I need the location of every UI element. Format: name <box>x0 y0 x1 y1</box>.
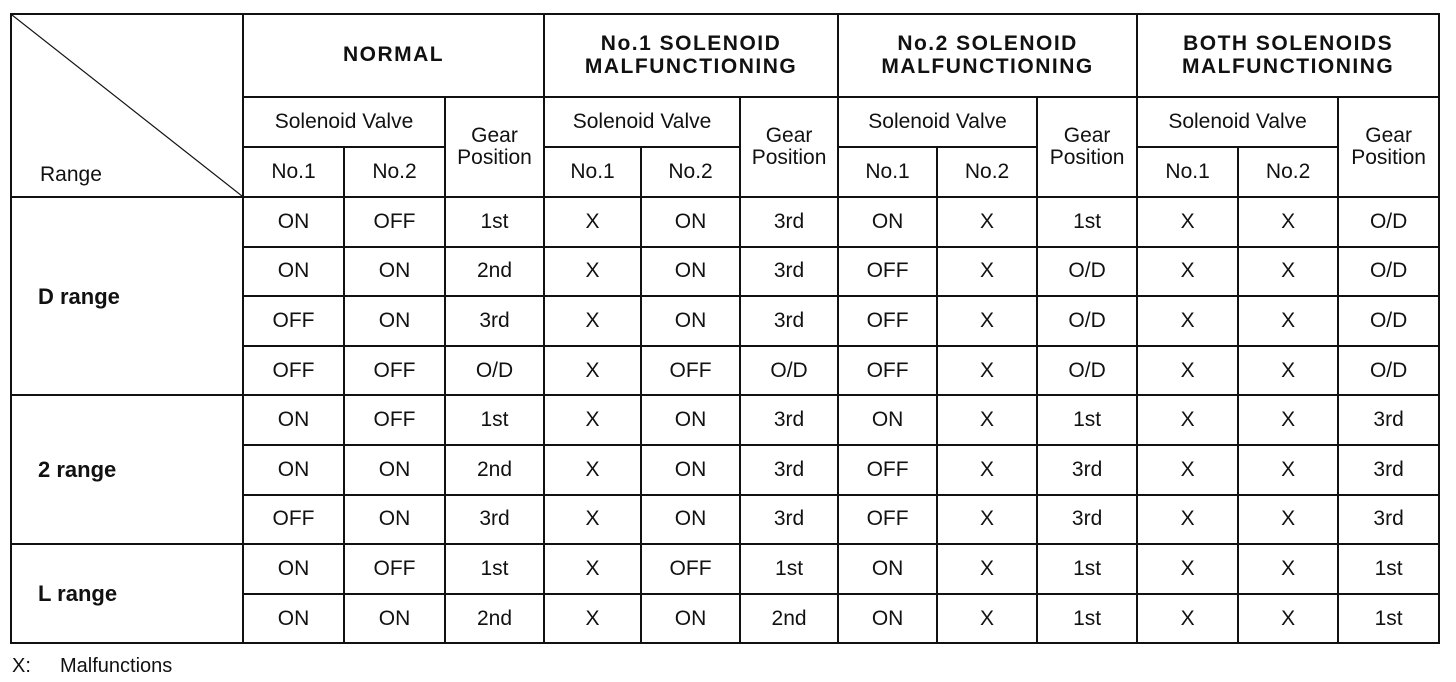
table-cell: X <box>544 346 641 396</box>
table-cell: ON <box>243 445 344 495</box>
table-cell: 3rd <box>1037 445 1137 495</box>
solenoid-valve-header: Solenoid Valve <box>243 97 445 147</box>
gear-position-header: Gear Position <box>1037 97 1137 197</box>
gear-position-header: Gear Position <box>445 97 544 197</box>
table-cell: OFF <box>344 346 445 396</box>
range-label: 2 range <box>11 395 243 544</box>
table-cell: X <box>1238 594 1338 644</box>
table-cell: X <box>1238 445 1338 495</box>
table-cell: O/D <box>445 346 544 396</box>
table-cell: X <box>1238 197 1338 247</box>
table-cell: X <box>1238 296 1338 346</box>
table-cell: OFF <box>838 296 937 346</box>
table-cell: OFF <box>641 544 740 594</box>
solenoid-valve-header: Solenoid Valve <box>544 97 740 147</box>
corner-header-cell <box>11 14 243 197</box>
table-cell: ON <box>641 445 740 495</box>
table-cell: X <box>544 594 641 644</box>
table-cell: 3rd <box>740 495 838 545</box>
table-cell: O/D <box>1037 247 1137 297</box>
table-cell: X <box>1238 544 1338 594</box>
table-cell: ON <box>838 395 937 445</box>
valve-no2-header: No.2 <box>1238 147 1338 197</box>
footnote-text: Malfunctions <box>60 655 173 677</box>
table-cell: OFF <box>838 445 937 495</box>
table-cell: 1st <box>1037 395 1137 445</box>
table-row <box>11 197 1439 247</box>
footnote-key: X: <box>12 655 31 677</box>
table-cell: ON <box>838 594 937 644</box>
table-cell: 1st <box>445 197 544 247</box>
table-cell: ON <box>344 594 445 644</box>
table-cell: 1st <box>740 544 838 594</box>
table-cell: X <box>544 445 641 495</box>
table-cell: O/D <box>1338 197 1439 247</box>
table-cell: X <box>544 495 641 545</box>
table-cell: O/D <box>1037 296 1137 346</box>
solenoid-valve-header: Solenoid Valve <box>1137 97 1338 147</box>
table-cell: X <box>1238 395 1338 445</box>
table-cell: ON <box>344 296 445 346</box>
table-cell: X <box>1137 544 1238 594</box>
table-cell: X <box>1137 445 1238 495</box>
table-cell: X <box>544 296 641 346</box>
table-cell: OFF <box>641 346 740 396</box>
range-label: D range <box>11 197 243 395</box>
table-cell: 1st <box>1037 197 1137 247</box>
table-cell: 2nd <box>445 247 544 297</box>
table-cell: 1st <box>1037 544 1137 594</box>
gear-position-header: Gear Position <box>740 97 838 197</box>
table-cell: 2nd <box>740 594 838 644</box>
table-cell: ON <box>838 197 937 247</box>
table-cell: 1st <box>1338 594 1439 644</box>
table-cell: O/D <box>1338 346 1439 396</box>
table-cell: X <box>1137 247 1238 297</box>
table-cell: ON <box>344 495 445 545</box>
table-cell: ON <box>641 594 740 644</box>
gear-position-header: Gear Position <box>1338 97 1439 197</box>
table-cell: OFF <box>243 495 344 545</box>
table-cell: OFF <box>344 395 445 445</box>
table-cell: O/D <box>1037 346 1137 396</box>
table-cell: X <box>937 197 1037 247</box>
table-cell: ON <box>243 544 344 594</box>
table-cell: X <box>544 395 641 445</box>
table-cell: 1st <box>445 395 544 445</box>
table-cell: ON <box>641 296 740 346</box>
table-cell: X <box>1137 594 1238 644</box>
table-cell: 1st <box>445 544 544 594</box>
table-cell: OFF <box>243 296 344 346</box>
solenoid-table-sheet <box>10 13 1440 644</box>
table-cell: X <box>1137 495 1238 545</box>
table-cell: X <box>1238 346 1338 396</box>
group-header-no2-malfunction: No.2 SOLENOID MALFUNCTIONING <box>838 14 1137 97</box>
table-cell: 3rd <box>740 395 838 445</box>
valve-no1-header: No.1 <box>838 147 937 197</box>
table-cell: ON <box>838 544 937 594</box>
table-cell: 3rd <box>1037 495 1137 545</box>
valve-no1-header: No.1 <box>1137 147 1238 197</box>
table-cell: 2nd <box>445 445 544 495</box>
table-cell: OFF <box>838 495 937 545</box>
table-cell: X <box>1238 247 1338 297</box>
table-cell: 3rd <box>1338 495 1439 545</box>
table-cell: X <box>1137 197 1238 247</box>
table-cell: O/D <box>1338 247 1439 297</box>
table-cell: 3rd <box>1338 395 1439 445</box>
table-cell: 3rd <box>740 197 838 247</box>
solenoid-malfunction-table <box>10 13 1440 644</box>
table-cell: X <box>544 197 641 247</box>
group-header-normal: NORMAL <box>243 14 544 97</box>
table-cell: X <box>937 247 1037 297</box>
table-cell: X <box>544 544 641 594</box>
table-row <box>11 544 1439 594</box>
table-cell: O/D <box>1338 296 1439 346</box>
table-cell: ON <box>641 395 740 445</box>
range-label: L range <box>11 544 243 643</box>
table-cell: X <box>937 346 1037 396</box>
group-header-both-malfunction: BOTH SOLENOIDS MALFUNCTIONING <box>1137 14 1439 97</box>
table-cell: 3rd <box>740 296 838 346</box>
table-cell: 1st <box>1338 544 1439 594</box>
table-cell: X <box>1238 495 1338 545</box>
table-cell: 3rd <box>1338 445 1439 495</box>
table-row <box>11 395 1439 445</box>
table-cell: 3rd <box>445 296 544 346</box>
table-cell: 3rd <box>740 445 838 495</box>
table-cell: X <box>937 544 1037 594</box>
group-header-no1-malfunction: No.1 SOLENOID MALFUNCTIONING <box>544 14 838 97</box>
valve-no1-header: No.1 <box>243 147 344 197</box>
table-cell: ON <box>641 247 740 297</box>
table-cell: X <box>1137 346 1238 396</box>
table-cell: ON <box>344 247 445 297</box>
table-cell: 2nd <box>445 594 544 644</box>
table-cell: X <box>1137 395 1238 445</box>
table-cell: X <box>544 247 641 297</box>
valve-no2-header: No.2 <box>344 147 445 197</box>
table-cell: ON <box>344 445 445 495</box>
table-cell: X <box>937 495 1037 545</box>
valve-no2-header: No.2 <box>937 147 1037 197</box>
table-cell: OFF <box>243 346 344 396</box>
table-cell: 3rd <box>740 247 838 297</box>
table-cell: OFF <box>344 197 445 247</box>
table-cell: 1st <box>1037 594 1137 644</box>
header-row-groups <box>11 14 1439 97</box>
table-cell: X <box>937 296 1037 346</box>
table-cell: ON <box>243 594 344 644</box>
table-cell: ON <box>641 197 740 247</box>
table-cell: ON <box>243 197 344 247</box>
valve-no2-header: No.2 <box>641 147 740 197</box>
table-cell: OFF <box>838 247 937 297</box>
table-cell: X <box>937 395 1037 445</box>
table-cell: ON <box>243 395 344 445</box>
table-cell: ON <box>641 495 740 545</box>
table-cell: O/D <box>740 346 838 396</box>
valve-no1-header: No.1 <box>544 147 641 197</box>
table-cell: X <box>1137 296 1238 346</box>
solenoid-valve-header: Solenoid Valve <box>838 97 1037 147</box>
table-cell: ON <box>243 247 344 297</box>
table-cell: 3rd <box>445 495 544 545</box>
table-cell: OFF <box>838 346 937 396</box>
table-cell: OFF <box>344 544 445 594</box>
table-cell: X <box>937 445 1037 495</box>
footnote <box>12 655 172 678</box>
table-cell: X <box>937 594 1037 644</box>
range-column-label: Range <box>40 162 102 186</box>
